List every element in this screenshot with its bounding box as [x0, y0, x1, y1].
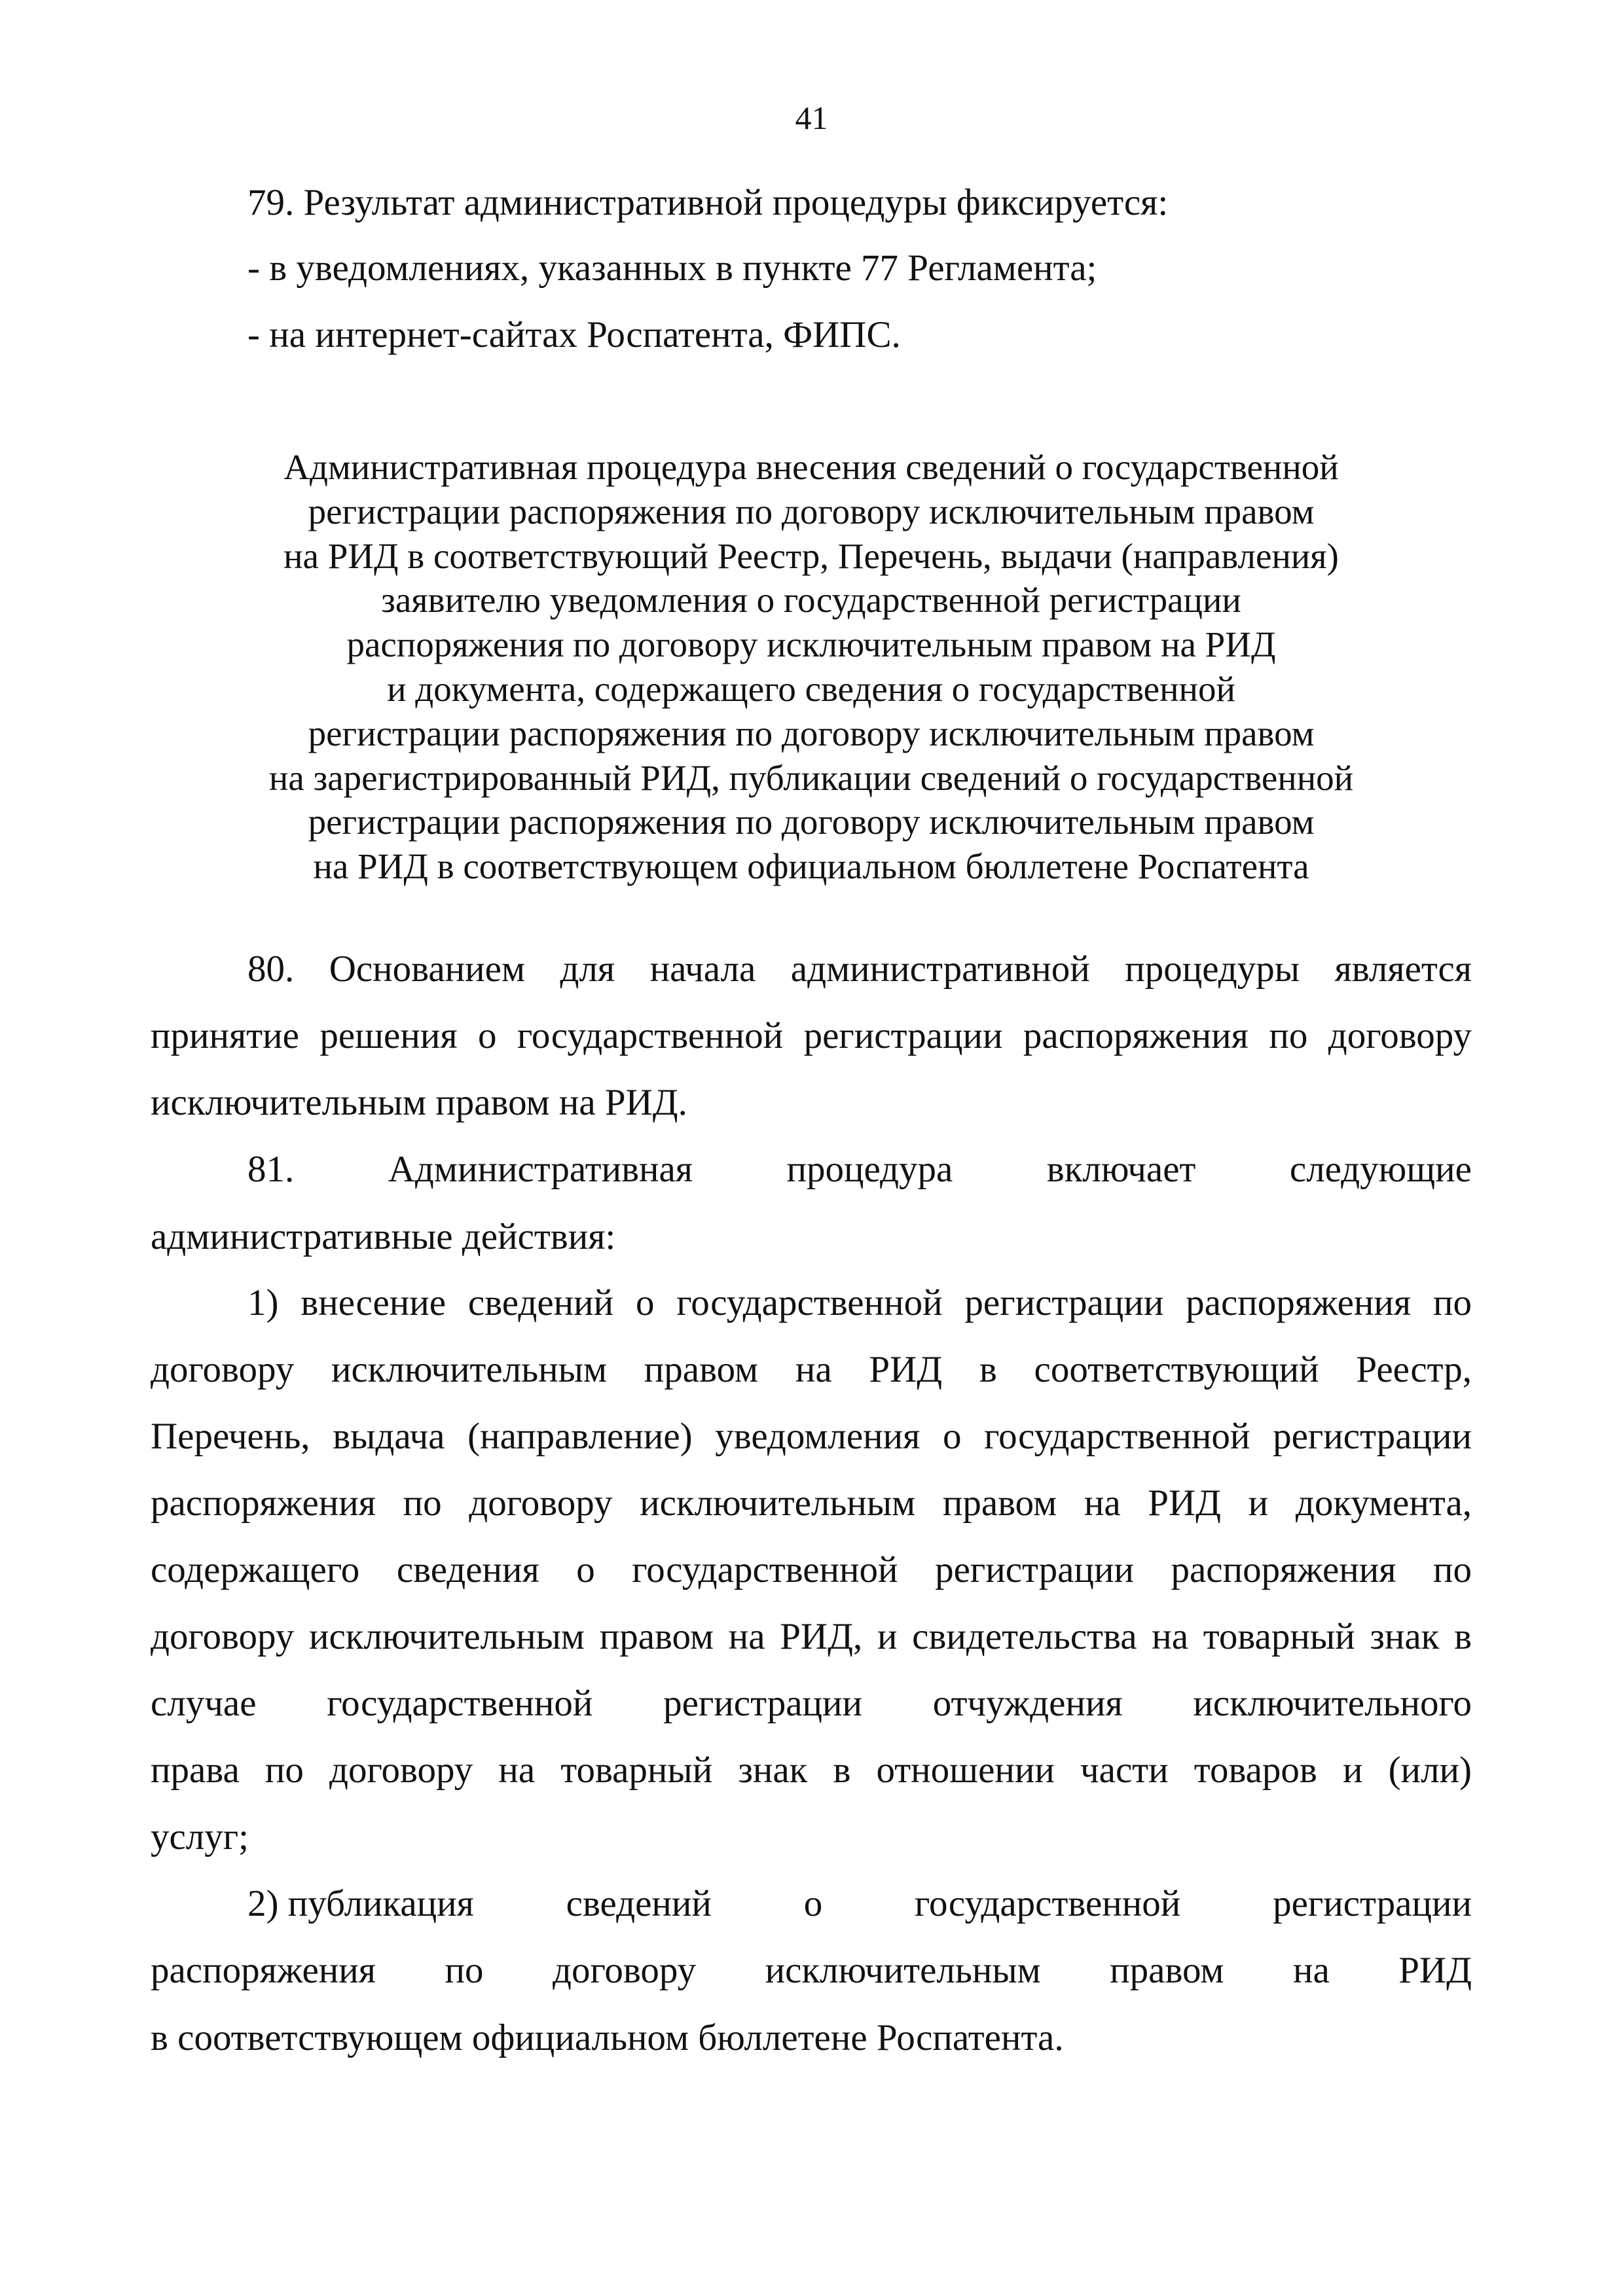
item-80-line-2: принятие решения о государственной регистрации распоряжения по договору — [151, 1015, 1472, 1056]
action-1-line-3: Перечень, выдача (направление) уведомления о государственной регистрации — [151, 1416, 1472, 1457]
action-2-line-3: в соответствующем официальном бюллетене Роспатента. — [151, 2017, 1064, 2058]
heading-line: регистрации распоряжения по договору исключительным правом — [308, 802, 1315, 842]
item-81-line-2: административные действия: — [151, 1216, 616, 1257]
action-1-line-9: услуг; — [151, 1816, 249, 1857]
heading-line: на зарегистрированный РИД, публикации сведений о государственной — [268, 757, 1354, 798]
item-81-word: включает — [1046, 1149, 1196, 1190]
action-1-line-7: случае государственной регистрации отчуждения исключительного — [151, 1683, 1472, 1724]
action-2-word: сведений — [566, 1883, 712, 1924]
page-number: 41 — [795, 99, 828, 136]
action-1-line-6: договору исключительным правом на РИД, и свидетельства на товарный знак в — [151, 1616, 1472, 1657]
action-1-line-1: 1) внесение сведений о государственной регистрации распоряжения по — [247, 1282, 1472, 1323]
item-81-word: 81. — [247, 1149, 295, 1190]
action-1-line-5: содержащего сведения о государственной регистрации распоряжения по — [151, 1549, 1472, 1590]
action-1-line-4: распоряжения по договору исключительным правом на РИД и документа, — [151, 1482, 1472, 1524]
action-2-word: регистрации — [1273, 1883, 1472, 1924]
action-2-word: распоряжения — [151, 1950, 376, 1991]
action-2-line-1 — [247, 1882, 1472, 1925]
action-2-word: о — [803, 1883, 823, 1924]
action-2-word: 2) публикация — [247, 1883, 474, 1924]
action-2-word: договору — [552, 1950, 697, 1991]
heading-line: на РИД в соответствующий Реестр, Перечень, выдачи (направления) — [283, 535, 1339, 576]
item-79-bullet-1: - в уведомлениях, указанных в пункте 77 Регламента; — [247, 247, 1097, 289]
item-80-line-1: 80. Основанием для начала административной процедуры является — [247, 948, 1472, 990]
item-81-line-1 — [247, 1148, 1472, 1191]
heading-line: на РИД в соответствующем официальном бюллетене Роспатента — [313, 846, 1309, 887]
action-2-word: государственной — [915, 1883, 1181, 1924]
action-2-line-2 — [151, 1949, 1472, 1992]
item-81-word: процедура — [786, 1149, 953, 1190]
item-81-word: следующие — [1289, 1149, 1472, 1190]
action-2-word: на — [1292, 1950, 1330, 1991]
heading-line: распоряжения по договору исключительным правом на РИД — [346, 624, 1276, 665]
action-1-line-2: договору исключительным правом на РИД в соответствующий Реестр, — [151, 1349, 1472, 1390]
action-1-line-8: права по договору на товарный знак в отношении части товаров и (или) — [151, 1749, 1472, 1791]
heading-line: заявителю уведомления о государственной регистрации — [381, 580, 1241, 620]
action-2-word: по — [445, 1950, 484, 1991]
heading-line: регистрации распоряжения по договору исключительным правом — [308, 713, 1315, 753]
action-2-word: правом — [1110, 1950, 1224, 1991]
action-2-word: РИД — [1398, 1950, 1472, 1991]
item-79-bullet-2: - на интернет-сайтах Роспатента, ФИПС. — [247, 314, 901, 355]
item-80-line-3: исключительным правом на РИД. — [151, 1082, 687, 1123]
section-heading — [196, 445, 1426, 889]
action-2-word: исключительным — [765, 1950, 1041, 1991]
heading-line: и документа, содержащего сведения о государственной — [387, 668, 1235, 709]
item-79-title: 79. Результат административной процедуры фиксируется: — [247, 182, 1169, 223]
heading-line: регистрации распоряжения по договору исключительным правом — [308, 491, 1315, 531]
item-81-word: Административная — [388, 1149, 693, 1190]
heading-line: Административная процедура внесения сведений о государственной — [283, 447, 1339, 487]
